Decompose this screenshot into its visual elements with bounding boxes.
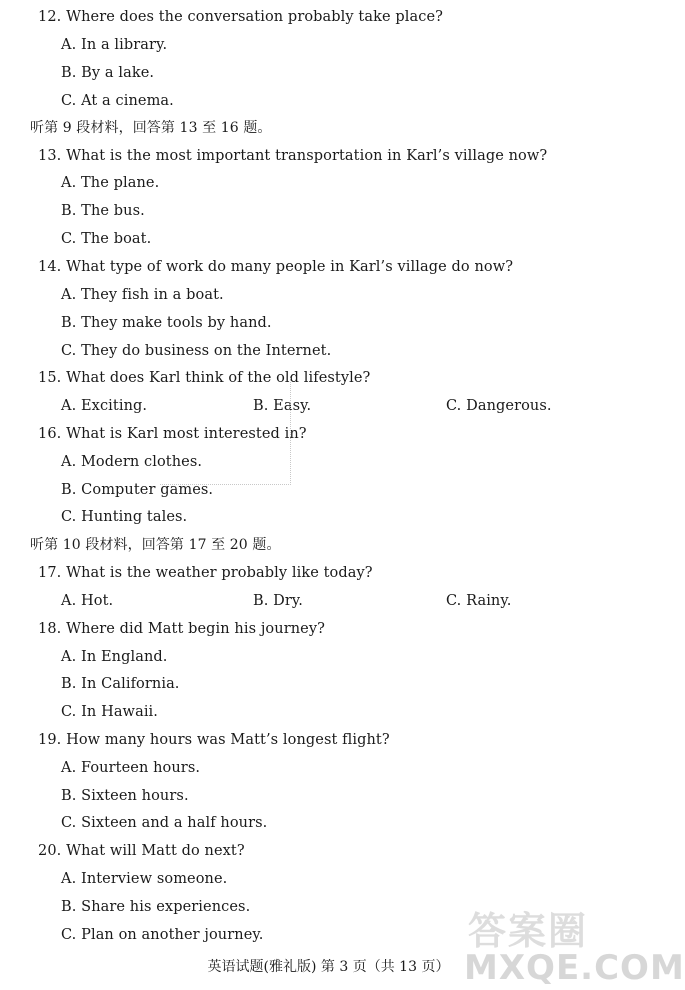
scan-fold-mark — [160, 378, 291, 485]
question-18-stem: 18. Where did Matt begin his journey? — [38, 621, 326, 637]
question-16-option-b: B. Computer games. — [61, 482, 214, 498]
question-19-option-c: C. Sixteen and a half hours. — [61, 815, 268, 831]
question-13-option-a: A. The plane. — [61, 175, 160, 191]
question-17-option-a: A. Hot. — [61, 593, 114, 609]
question-13-option-c: C. The boat. — [61, 231, 152, 247]
question-12-option-a: A. In a library. — [61, 37, 168, 53]
question-19-option-b: B. Sixteen hours. — [61, 788, 189, 804]
question-12-stem: 12. Where does the conversation probably take place? — [38, 9, 444, 25]
question-15-option-a: A. Exciting. — [61, 398, 148, 414]
question-18-option-a: A. In England. — [61, 649, 168, 665]
question-19-stem: 19. How many hours was Matt’s longest flight? — [38, 732, 390, 748]
question-19-option-a: A. Fourteen hours. — [61, 760, 201, 776]
question-15-option-b: B. Easy. — [253, 398, 312, 414]
question-14-option-b: B. They make tools by hand. — [61, 315, 272, 331]
watermark-bottom-text: MXQE.COM — [464, 948, 685, 988]
question-16-stem: 16. What is Karl most interested in? — [38, 426, 307, 442]
section-9-instruction: 听第 9 段材料，回答第 13 至 16 题。 — [30, 120, 272, 136]
watermark-top-text: 答案圈 — [468, 909, 589, 953]
section-10-instruction: 听第 10 段材料，回答第 17 至 20 题。 — [30, 537, 281, 553]
question-16-option-a: A. Modern clothes. — [61, 454, 203, 470]
question-17-stem: 17. What is the weather probably like today? — [38, 565, 373, 581]
question-15-stem: 15. What does Karl think of the old lifestyle? — [38, 370, 371, 386]
question-12-option-b: B. By a lake. — [61, 65, 155, 81]
question-20-stem: 20. What will Matt do next? — [38, 843, 245, 859]
question-13-option-b: B. The bus. — [61, 203, 145, 219]
question-18-option-b: B. In California. — [61, 676, 180, 692]
question-20-option-a: A. Interview someone. — [61, 871, 228, 887]
question-17-option-c: C. Rainy. — [446, 593, 512, 609]
question-14-option-a: A. They fish in a boat. — [61, 287, 224, 303]
page-footer: 英语试题(雅礼版) 第 3 页（共 13 页） — [207, 959, 450, 975]
question-17-option-b: B. Dry. — [253, 593, 304, 609]
question-15-option-c: C. Dangerous. — [446, 398, 552, 414]
question-14-stem: 14. What type of work do many people in Karl’s village do now? — [38, 259, 514, 275]
question-13-stem: 13. What is the most important transportation in Karl’s village now? — [38, 148, 548, 164]
question-20-option-c: C. Plan on another journey. — [61, 927, 264, 943]
question-12-option-c: C. At a cinema. — [61, 93, 174, 109]
question-14-option-c: C. They do business on the Internet. — [61, 343, 332, 359]
question-20-option-b: B. Share his experiences. — [61, 899, 251, 915]
question-18-option-c: C. In Hawaii. — [61, 704, 159, 720]
question-16-option-c: C. Hunting tales. — [61, 509, 188, 525]
